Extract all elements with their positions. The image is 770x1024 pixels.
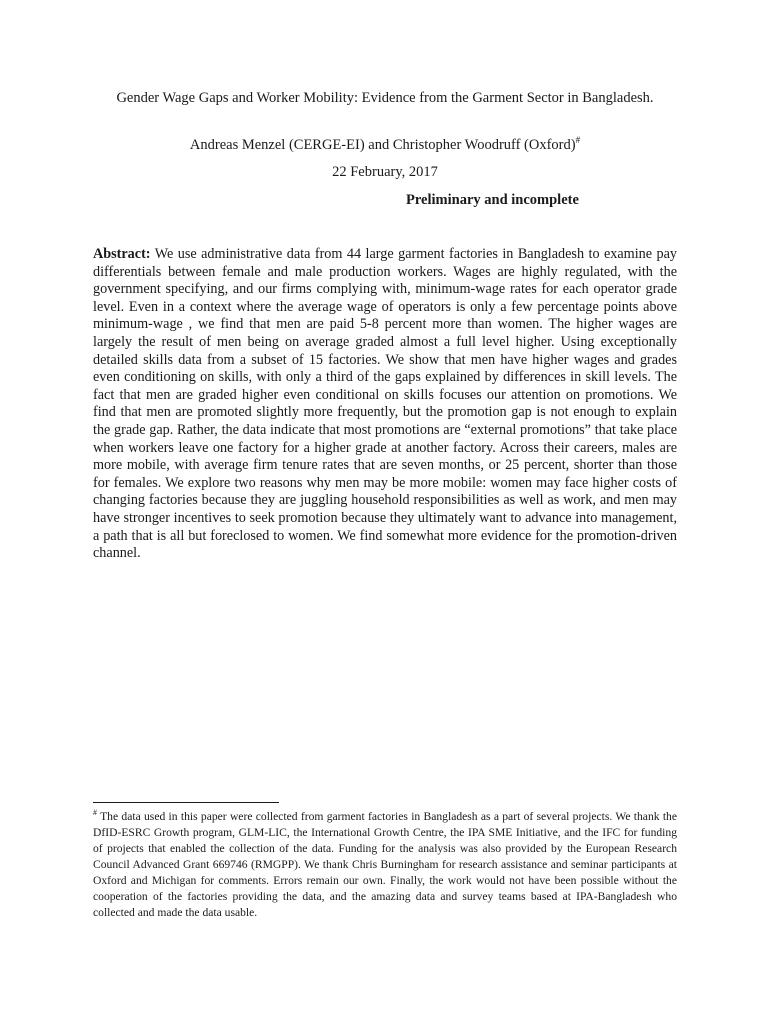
- footnote-text: The data used in this paper were collected from garment factories in Bangladesh as a part of several projects. We thank the DfID-ESRC Growth program, GLM-LIC, the International Growth Centre, the IPA SME Initiative, and the IFC for funding of projects that enabled the collection of the data. Funding for the analysis was also provided by the European Research Council Advanced Grant 669746 (RMGPP). We thank Chris Burningham for research assistance and seminar participants at Oxford and Michigan for comments. Errors remain our own. Finally, the work would not have been possible without the cooperation of the factories providing the data, and the amazing data and survey teams based at IPA-Bangladesh who collected and made the data usable.: [93, 810, 677, 919]
- footnote-mark: #: [93, 808, 97, 817]
- paper-date: 22 February, 2017: [332, 164, 438, 180]
- authors-text: Andreas Menzel (CERGE-EI) and Christopher Woodruff (Oxford): [189, 137, 576, 153]
- abstract: [93, 246, 677, 563]
- author-line: [110, 136, 660, 154]
- author-footnote-mark: #: [575, 135, 581, 145]
- paper-title: Gender Wage Gaps and Worker Mobility: Evidence from the Garment Sector in Bangladesh.: [116, 90, 654, 106]
- abstract-text: We use administrative data from 44 large garment factories in Bangladesh to examine pay differentials between female and male production workers. Wages are highly regulated, with the government specifying, and our firms complying with, minimum-wage rates for each operator grade level. Even in a context where the average wage of operators is only a few percentage points above minimum-wage , we find that men are paid 5-8 percent more than women. The higher wages are largely the result of men being on average graded almost a full level higher. Using exceptionally detailed skills data from a subset of 15 factories. We show that men have higher wages and grades even conditioning on skills, with only a third of the gaps explained by differences in skill levels. The fact that men are graded higher even conditional on skills focuses our attention on promotions. We find that men are promoted slightly more frequently, but the promotion gap is not enough to explain the grade gap. Rather, the data indicate that most promotions are “external promotions” that take place when workers leave one factory for a higher grade at another factory. Across their careers, males are more mobile, with average firm tenure rates that are seven months, or 25 percent, shorter than those for females. We explore two reasons why men may be more mobile: women may face higher costs of changing factories because they are juggling household responsibilities as well as work, and men may have stronger incentives to seek promotion because they ultimately want to advance into management, a path that is all but foreclosed to women. We find somewhat more evidence for the promotion-driven channel.: [93, 246, 678, 562]
- draft-status: Preliminary and incomplete: [406, 192, 579, 208]
- footnote: [93, 809, 677, 921]
- abstract-label: Abstract:: [93, 246, 151, 262]
- footnote-separator: [93, 802, 279, 803]
